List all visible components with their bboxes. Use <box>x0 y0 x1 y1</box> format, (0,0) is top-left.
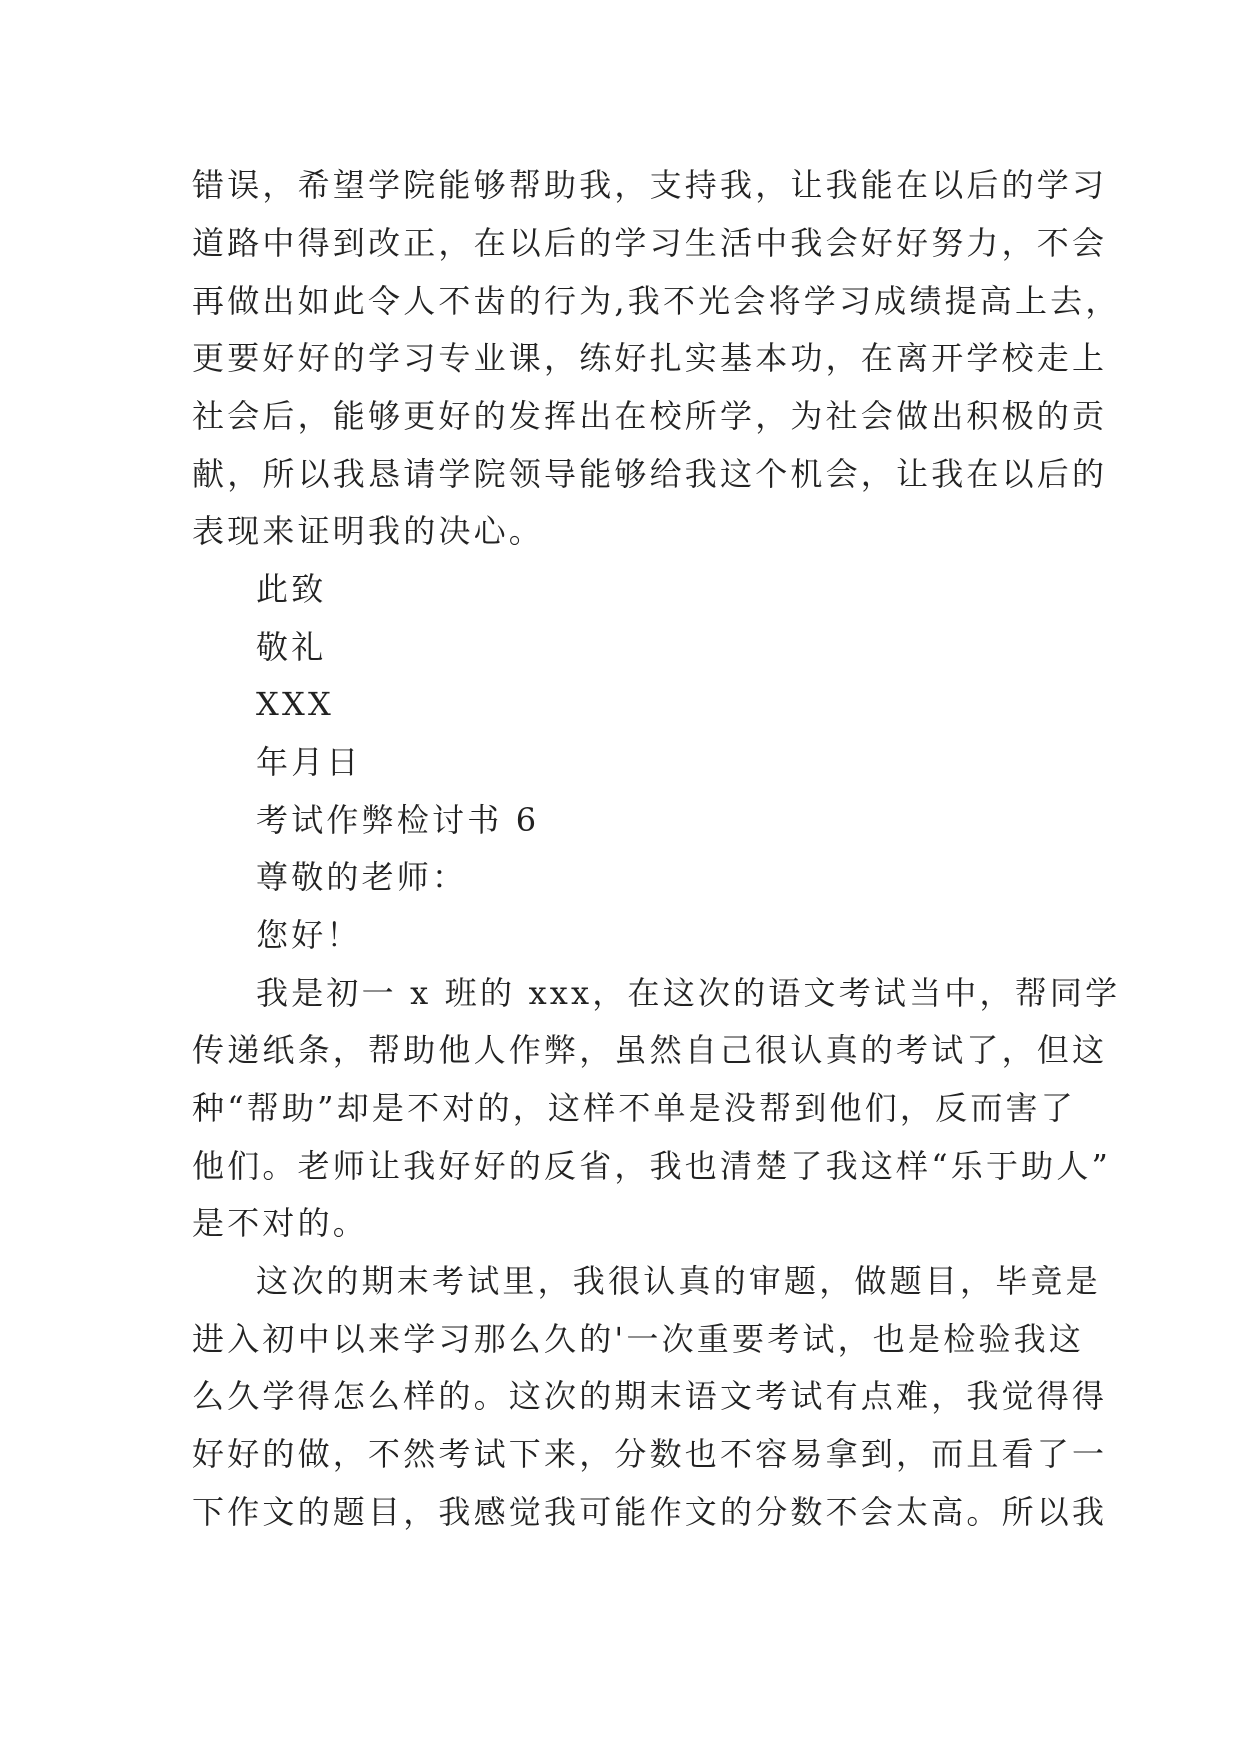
signature-name: XXX <box>256 685 334 723</box>
text-line: 更要好好的学习专业课，练好扎实基本功，在离开学校走上 <box>192 339 1108 377</box>
text-line: 这次的期末考试里，我很认真的审题，做题目，毕竟是 <box>256 1262 1101 1300</box>
text-line: 他们。老师让我好好的反省，我也清楚了我这样“乐于助人” <box>192 1147 1112 1185</box>
signature-date: 年月日 <box>256 743 362 781</box>
section-title: 考试作弊检讨书 6 <box>256 801 540 839</box>
text-line: 么久学得怎么样的。这次的期末语文考试有点难，我觉得得 <box>192 1377 1108 1415</box>
text-line: 种“帮助”却是不对的，这样不单是没帮到他们，反而害了 <box>192 1089 1076 1127</box>
greeting: 您好！ <box>256 916 362 954</box>
text-line: 进入初中以来学习那么久的'一次重要考试，也是检验我这 <box>192 1320 1084 1358</box>
text-line: 献，所以我恳请学院领导能够给我这个机会，让我在以后的 <box>192 455 1108 493</box>
text-line: 表现来证明我的决心。 <box>192 512 545 550</box>
text-line: 再做出如此令人不齿的行为,我不光会将学习成绩提高上去， <box>192 282 1121 320</box>
text-line: 错误，希望学院能够帮助我，支持我，让我能在以后的学习 <box>192 166 1108 204</box>
text-line: 社会后，能够更好的发挥出在校所学，为社会做出积极的贡 <box>192 397 1108 435</box>
text-line: 我是初一 x 班的 xxx，在这次的语文考试当中，帮同学 <box>256 974 1121 1012</box>
closing-salutation: 此致 <box>256 570 327 608</box>
text-line: 好好的做，不然考试下来，分数也不容易拿到，而且看了一 <box>192 1435 1108 1473</box>
greeting-recipient: 尊敬的老师： <box>256 858 468 896</box>
text-line: 传递纸条，帮助他人作弊，虽然自己很认真的考试了，但这 <box>192 1031 1108 1069</box>
text-line: 道路中得到改正，在以后的学习生活中我会好好努力，不会 <box>192 224 1108 262</box>
text-line: 下作文的题目，我感觉我可能作文的分数不会太高。所以我 <box>192 1493 1108 1531</box>
closing-regards: 敬礼 <box>256 628 327 666</box>
text-line: 是不对的。 <box>192 1204 369 1242</box>
